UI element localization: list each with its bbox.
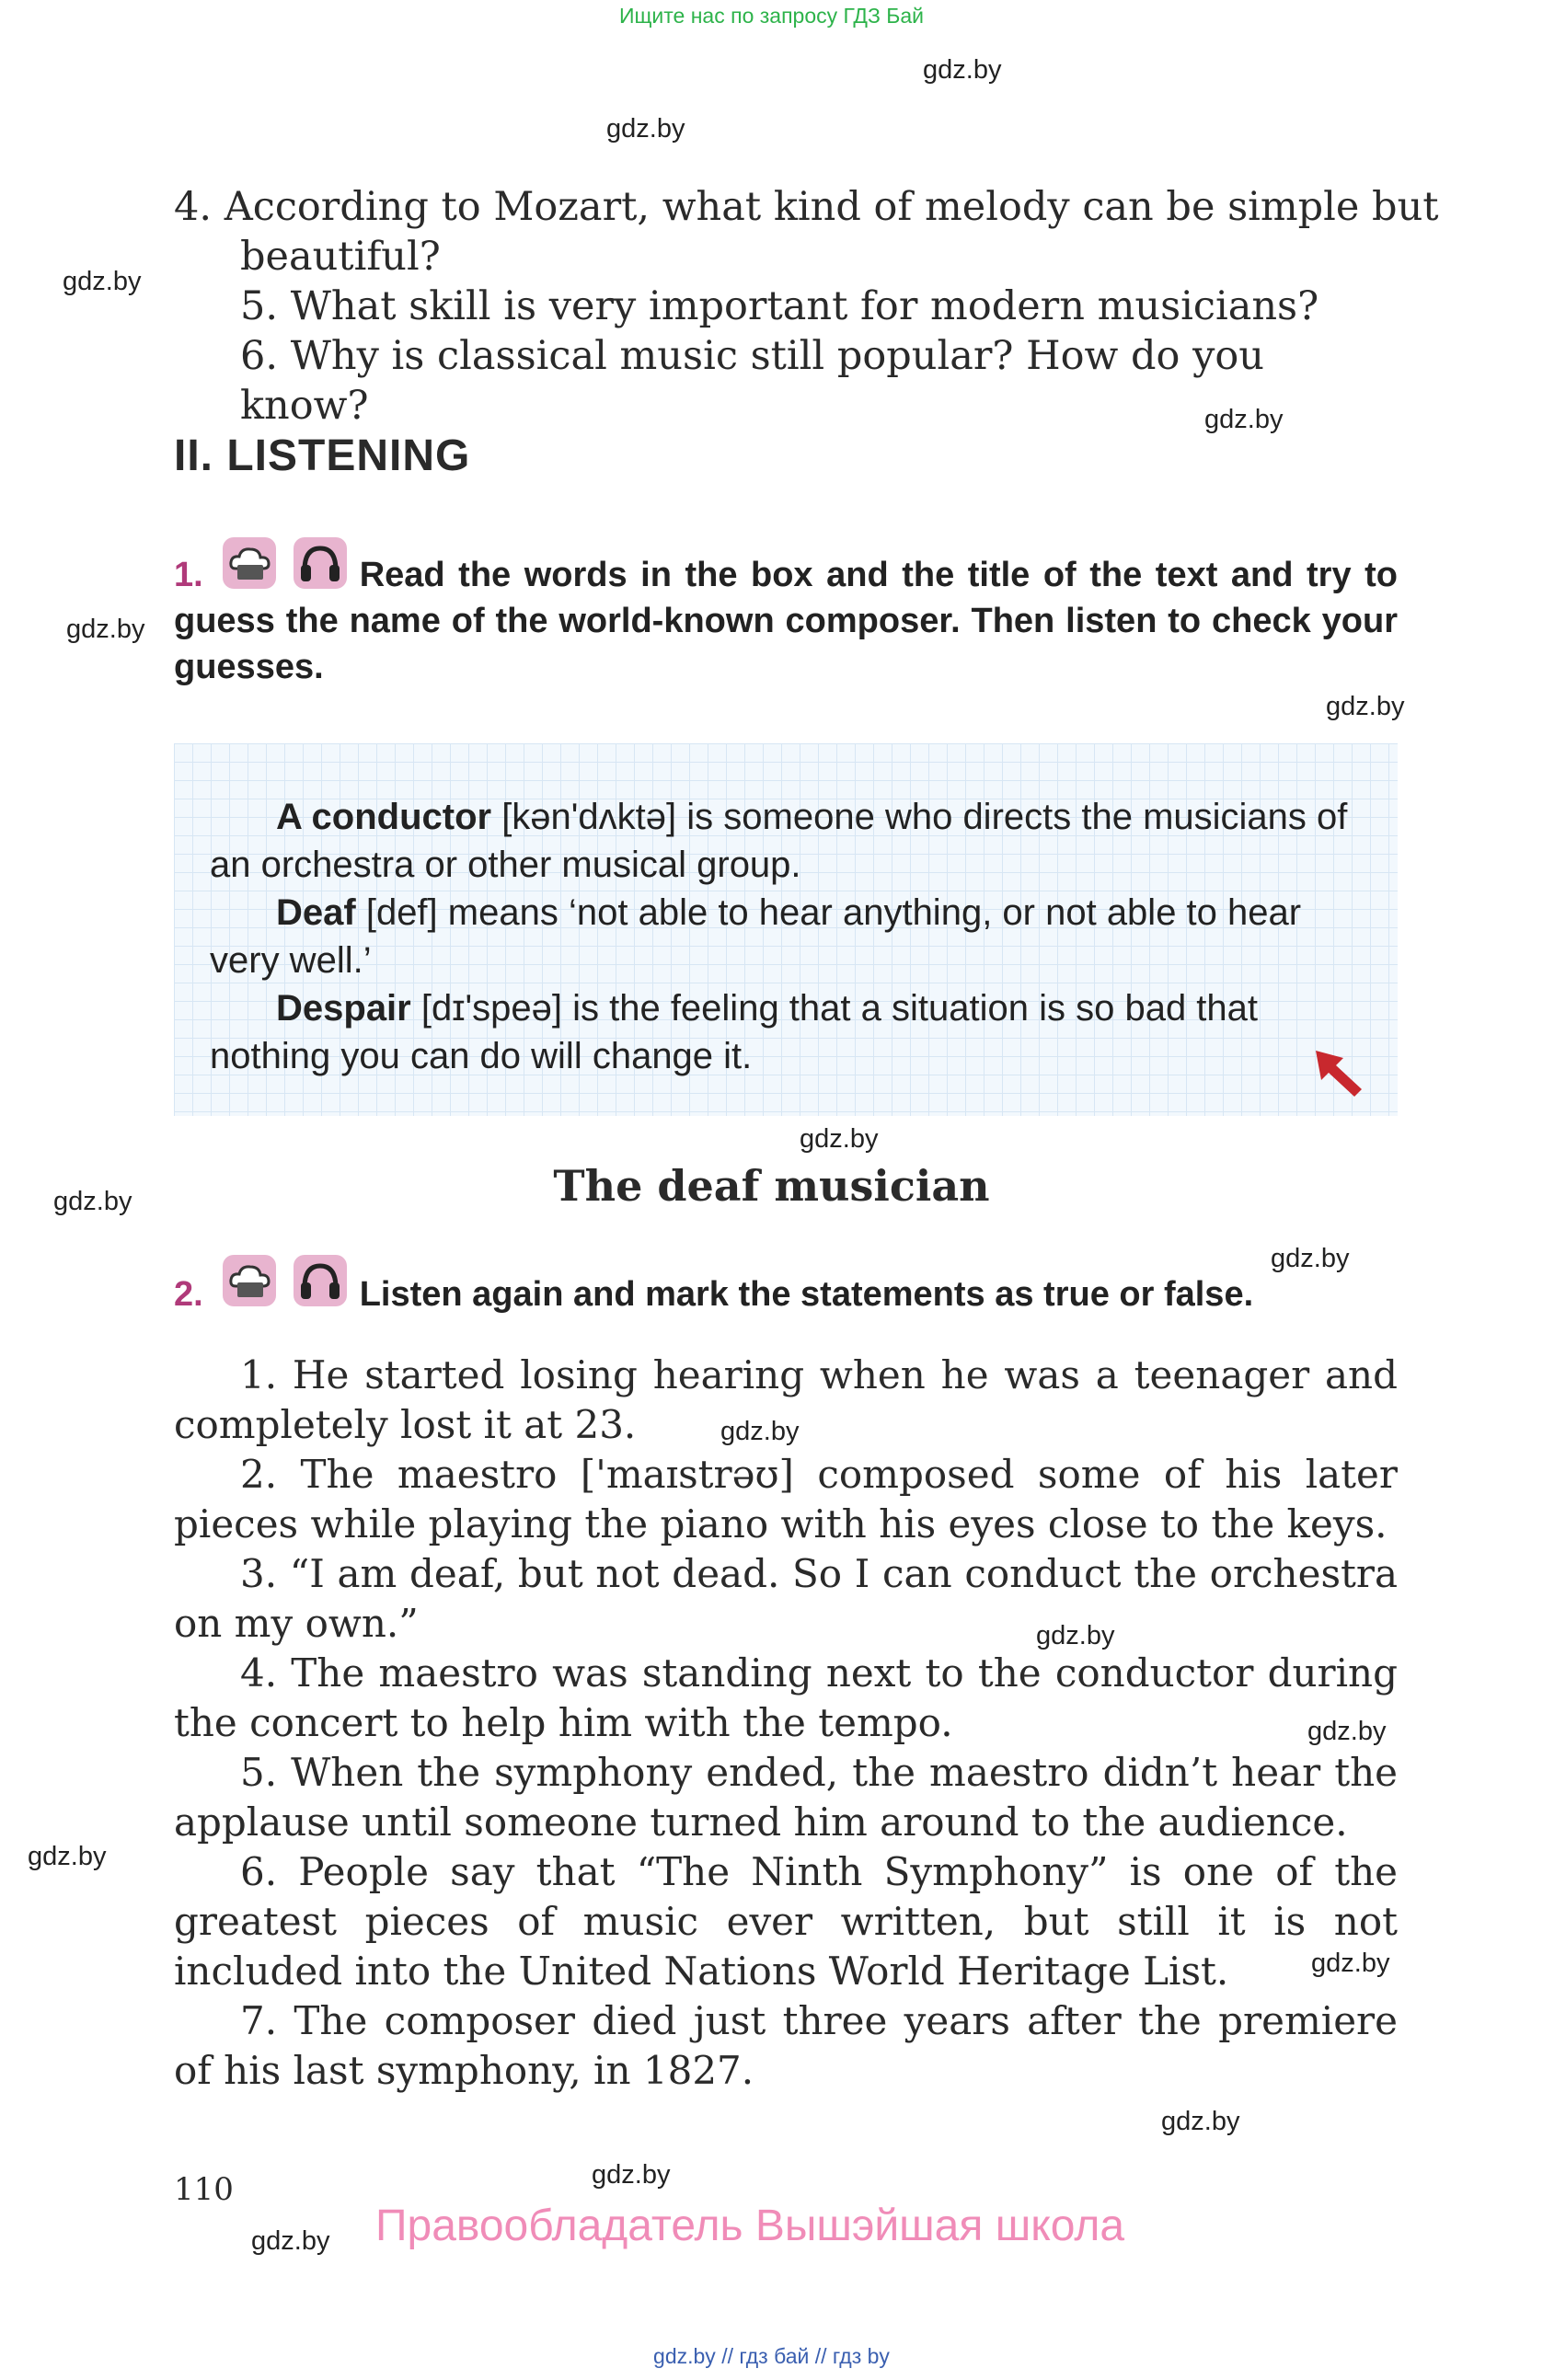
task1 — [174, 552, 1398, 690]
watermark: gdz.by — [1326, 692, 1405, 721]
watermark: gdz.by — [606, 114, 685, 144]
watermark: gdz.by — [1307, 1717, 1387, 1746]
watermark: gdz.by — [800, 1124, 879, 1154]
vocab-definition: is someone who directs the musicians of an orchestra or other musical group. — [210, 797, 1348, 885]
vocab-ipa: [kən'dʌktə] — [501, 797, 677, 837]
watermark: gdz.by — [251, 2226, 330, 2256]
statement: 1. He started losing hearing when he was a teenager and completely lost it at 23. — [174, 1352, 1398, 1447]
vocab-term: A conductor — [276, 797, 492, 837]
watermark: gdz.by — [1204, 405, 1284, 434]
watermark: gdz.by — [53, 1187, 132, 1216]
watermark: gdz.by — [1161, 2107, 1240, 2136]
watermark: gdz.by — [923, 55, 1002, 85]
vocab-ipa: [def] — [365, 892, 438, 933]
statement: 3. “I am deaf, but not dead. So I can conduct the orchestra on my own.” — [174, 1551, 1398, 1646]
vocab-entry — [210, 984, 1360, 1080]
statement: 2. The maestro ['maɪstrəʊ] composed some of his later pieces while playing the piano with his eyes close to the keys. — [174, 1452, 1398, 1546]
statement: 4. The maestro was standing next to the conductor during the concert to help him with the tempo. — [174, 1650, 1398, 1745]
vocab-entry — [210, 793, 1360, 889]
top-banner[interactable]: Ищите нас по запросу ГДЗ Бай — [618, 4, 925, 28]
reading-question: 5. What skill is very important for modern musicians? — [240, 283, 1319, 329]
watermark: gdz.by — [1311, 1949, 1390, 1978]
vocab-entry — [210, 889, 1360, 984]
watermark: gdz.by — [592, 2160, 671, 2190]
task2 — [174, 1271, 1398, 1317]
vocab-ipa: [dɪ'speə] — [420, 988, 562, 1029]
watermark: gdz.by — [1271, 1244, 1350, 1273]
red-arrow-icon — [1312, 1047, 1367, 1098]
watermark: gdz.by — [66, 615, 145, 644]
vocab-term: Despair — [276, 988, 411, 1029]
vocab-definition: means ‘not able to hear anything, or not able to hear very well.’ — [210, 892, 1302, 981]
page-number: 110 — [174, 2171, 234, 2208]
section-title: II. LISTENING — [174, 431, 471, 480]
footer-links[interactable]: gdz.by // гдз бай // гдз by — [653, 2344, 890, 2368]
copyright: Правообладатель Вышэйшая школа — [375, 2202, 1125, 2250]
task1-number: 1. — [174, 556, 203, 594]
watermark: gdz.by — [63, 267, 142, 296]
task2-number: 2. — [174, 1275, 203, 1314]
vocab-term: Deaf — [276, 892, 356, 933]
statement: 6. People say that “The Ninth Symphony” is one of the greatest pieces of music ever written, but still it is not included into the United Nations World Heritage List. — [174, 1849, 1398, 1994]
vocab-definition: is the feeling that a situation is so bad that nothing you can do will change it. — [210, 988, 1259, 1076]
task2-text: Listen again and mark the statements as true or false. — [359, 1275, 1254, 1314]
watermark: gdz.by — [1036, 1621, 1115, 1650]
watermark: gdz.by — [28, 1842, 107, 1871]
task1-text: Read the words in the box and the title of the text and try to guess the name of the world-known composer. Then listen to check your guesses. — [174, 556, 1398, 686]
text-title: The deaf musician — [553, 1161, 990, 1211]
statement: 5. When the symphony ended, the maestro didn’t hear the applause until someone turned him around to the audience. — [174, 1750, 1398, 1845]
reading-question: 6. Why is classical music still popular? How do you know? — [240, 333, 1264, 429]
statement: 7. The composer died just three years after the premiere of his last symphony, in 1827. — [174, 1998, 1398, 2093]
reading-question: 4. According to Mozart, what kind of melody can be simple but beautiful? — [174, 184, 1439, 280]
watermark: gdz.by — [720, 1417, 800, 1446]
